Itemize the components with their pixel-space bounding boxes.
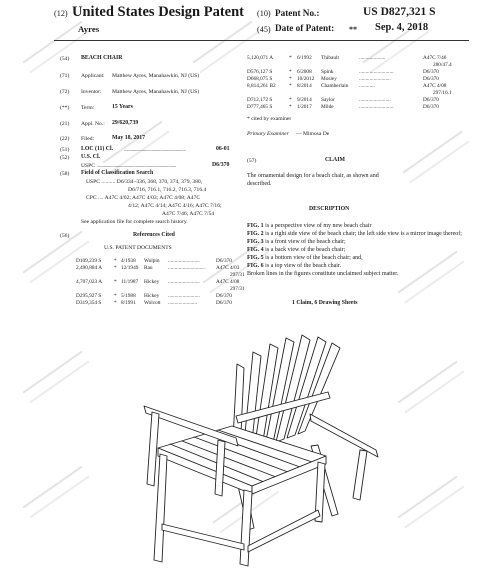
seat-slats (158, 426, 326, 486)
loc-value: 06-01 (216, 146, 230, 152)
code-54: (54) (60, 56, 70, 62)
claim-text: The ornamental design for a beach chair, as shown and (247, 173, 379, 179)
reference-star: * (114, 258, 117, 264)
armrest-support (353, 450, 367, 500)
reference-cls: D6/370 (423, 97, 439, 103)
applicant-label: Applicant: (81, 73, 105, 79)
filed-label: Filed: (81, 136, 95, 142)
reference-star: * (289, 97, 292, 103)
fig-description: FIG. 4 is a back view of the beach chair; (247, 247, 346, 253)
uspc-value: D6/370 (212, 162, 230, 168)
reference-star: * (289, 83, 292, 89)
watermark-mark (397, 476, 464, 529)
reference-star: * (289, 69, 292, 75)
reference-name: Wolcott (144, 300, 161, 306)
reference-date: 11/1987 (121, 279, 139, 285)
watermark-mark (397, 361, 464, 414)
us-patent-docs-title: U.S. PATENT DOCUMENTS (104, 245, 172, 251)
reference-star: * (289, 55, 292, 61)
beach-chair-drawing (140, 318, 385, 570)
loc-dots: ........................................................ (124, 147, 186, 153)
watermark-mark (22, 231, 89, 284)
examiner-label: Primary Examiner (247, 131, 289, 137)
patent-title: United States Design Patent (72, 4, 244, 20)
reference-dots: ............ (359, 83, 375, 89)
reference-date: 1/2017 (297, 104, 312, 110)
reference-dots: ........................ (359, 97, 391, 103)
code-term: (**) (60, 105, 70, 111)
reference-dots: ............................ (168, 265, 206, 271)
watermark-mark (192, 21, 259, 74)
reference-name: Wolpin (144, 258, 160, 264)
reference-no: 5,120,071 A (247, 55, 274, 61)
reference-date: 12/1949 (121, 265, 139, 271)
date-label: Date of Patent: (275, 23, 335, 33)
reference-cls: A47C 7/46 (423, 55, 447, 61)
reference-date: 8/2014 (297, 83, 312, 89)
reference-star: * (114, 265, 117, 271)
reference-dots: .......................... (359, 104, 394, 110)
search-line: USPC .......... D6/334–336, 368, 370, 374, 379, 380, (86, 179, 203, 185)
examiner-name: — Mimosa De (296, 131, 330, 137)
term-label: Term: (81, 105, 95, 111)
reference-star: * (114, 279, 117, 285)
reference-name: Hickey (144, 293, 160, 299)
reference-dots: ...................... (168, 300, 198, 306)
search-line: CPC .... A47C 4/02; A47C 4/03; A47C 4/08; A47C (86, 195, 201, 201)
references-title: References Cited (133, 232, 175, 238)
reference-dots: ........................ (168, 258, 200, 264)
inventor-label: Inventor: (81, 89, 102, 95)
appl-no-value: 29/620,739 (112, 120, 139, 126)
reference-cls: A47C 4/08 (423, 83, 447, 89)
reference-cls: D6/370 (423, 76, 439, 82)
appl-no-label: Appl. No.: (81, 121, 105, 127)
reference-date: 6/1992 (297, 55, 312, 61)
reference-cls: A47C 4/08 (216, 279, 240, 285)
cited-by-examiner: * cited by examiner (247, 116, 292, 122)
code-21: (21) (60, 121, 70, 127)
reference-star: * (289, 104, 292, 110)
stretcher (162, 524, 244, 550)
term-value: 15 Years (112, 104, 133, 110)
reference-no: D319,354 S (76, 300, 102, 306)
inventor-surname: Ayres (78, 24, 100, 34)
header-rule (54, 40, 469, 41)
reference-star: * (289, 76, 292, 82)
loc-label: LOC (11) Cl. (81, 146, 114, 152)
code-51: (51) (60, 147, 70, 153)
reference-no: D295,927 S (76, 293, 102, 299)
code-12: (12) (54, 9, 68, 18)
reference-dots: ........................ (168, 279, 200, 285)
claim-title: CLAIM (325, 157, 345, 163)
uspc-label: USPC (81, 163, 95, 169)
reference-cls: D6/370 (216, 300, 232, 306)
watermark-mark (402, 131, 469, 184)
reference-date: 6/2008 (297, 69, 312, 75)
code-57: (57) (247, 158, 257, 164)
search-line: D6/716, 716.1, 716.2, 716.3, 716.4 (128, 187, 207, 193)
code-71: (71) (60, 73, 70, 79)
reference-no: 8,814,261 B2 (247, 83, 276, 89)
inventor-value: Matthew Ayres, Manahawkin, NJ (US) (112, 89, 200, 95)
fig-description: FIG. 6 is a top view of the beach chair. (247, 263, 342, 269)
code-52: (52) (60, 155, 70, 161)
patent-no-label: Patent No.: (275, 8, 320, 18)
reference-cls: D6/370 (216, 258, 232, 264)
reference-cls: D6/370 (216, 293, 232, 299)
reference-name: Spink (321, 69, 334, 75)
search-field-label: Field of Classification Search (81, 170, 154, 176)
patent-number: US D827,321 S (363, 6, 436, 18)
reference-no: 4,707,023 A (76, 279, 103, 285)
code-10: (10) (257, 9, 271, 18)
reference-name: Hickey (144, 279, 160, 285)
reference-no: D712,172 S (247, 97, 273, 103)
description-title: DESCRIPTION (309, 206, 350, 212)
date-of-patent: Sep. 4, 2018 (375, 22, 429, 33)
reference-dots: .................... (359, 55, 386, 61)
fig-description: FIG. 5 is a bottom view of the beach chair; and, (247, 255, 363, 261)
code-58: (58) (60, 171, 70, 177)
date-marker: ** (349, 25, 357, 34)
reference-date: 8/1991 (121, 300, 136, 306)
fig-description: FIG. 3 is a front view of the beach chair; (247, 239, 346, 245)
search-line: See application file for complete search history. (81, 219, 188, 225)
code-22: (22) (60, 136, 70, 142)
code-72: (72) (60, 89, 70, 95)
design-title: BEACH CHAIR (81, 55, 123, 61)
filed-value: May 18, 2017 (112, 135, 146, 141)
reference-date: 4/1938 (121, 258, 136, 264)
reference-date: 9/2014 (297, 97, 312, 103)
code-45: (45) (257, 25, 271, 34)
reference-name: Mosley (321, 76, 337, 82)
search-line: A47C 7/46; A47C 7/54 (162, 211, 215, 217)
reference-star: * (114, 293, 117, 299)
reference-no: D576,127 S (247, 69, 273, 75)
reference-cls2: 297/16.1 (433, 90, 452, 96)
uspc-dots: ........................................................................ (97, 163, 177, 169)
reference-date: 5/1988 (121, 293, 136, 299)
stretcher (248, 510, 320, 552)
reference-dots: ........................ (359, 76, 391, 82)
reference-no: D777,465 S (247, 104, 273, 110)
reference-name: Chamberlain (321, 83, 349, 89)
reference-cls: D6/370 (423, 69, 439, 75)
watermark-mark (22, 351, 89, 404)
armrest-support (147, 412, 159, 486)
reference-no: 2,490,884 A (76, 265, 103, 271)
broken-lines-note: Broken lines in the figures constitute unclaimed subject matter. (247, 271, 399, 277)
reference-name: Rau (144, 265, 153, 271)
reference-dots: .......................... (359, 69, 394, 75)
reference-dots: ........................ (168, 293, 200, 299)
armrest-right (310, 414, 378, 457)
us-cl-label: U.S. Cl. (81, 154, 101, 160)
reference-date: 10/2012 (297, 76, 315, 82)
reference-name: Thibault (321, 55, 339, 61)
reference-cls2: 297/31 (230, 272, 245, 278)
fig-description: FIG. 2 is a right side view of the beach chair; the left side view is a mirror image thereof; (247, 231, 462, 237)
reference-star: * (114, 300, 117, 306)
reference-cls: D6/370 (423, 104, 439, 110)
reference-name: Saylor (321, 97, 335, 103)
claims-count: 1 Claim, 6 Drawing Sheets (292, 300, 358, 306)
reference-no: D109,239 S (76, 258, 102, 264)
code-56: (56) (60, 233, 70, 239)
watermark-mark (22, 466, 89, 519)
reference-cls2: 297/31 (230, 286, 245, 292)
applicant-value: Matthew Ayres, Manahawkin, NJ (US) (112, 73, 200, 79)
reference-cls2: 280/47.4 (433, 62, 452, 68)
description-body (247, 222, 469, 278)
reference-no: D668,075 S (247, 76, 273, 82)
claim-text: described. (247, 181, 272, 187)
reference-name: Milde (321, 104, 334, 110)
search-line: 4/12; A47C 4/14; A47C 4/16; A47C 7/16; (128, 203, 222, 209)
reference-cls: A47C 4/03 (216, 265, 240, 271)
fig-description: FIG. 1 is a perspective view of my new beach chair (247, 223, 372, 229)
front-leg (154, 454, 167, 562)
